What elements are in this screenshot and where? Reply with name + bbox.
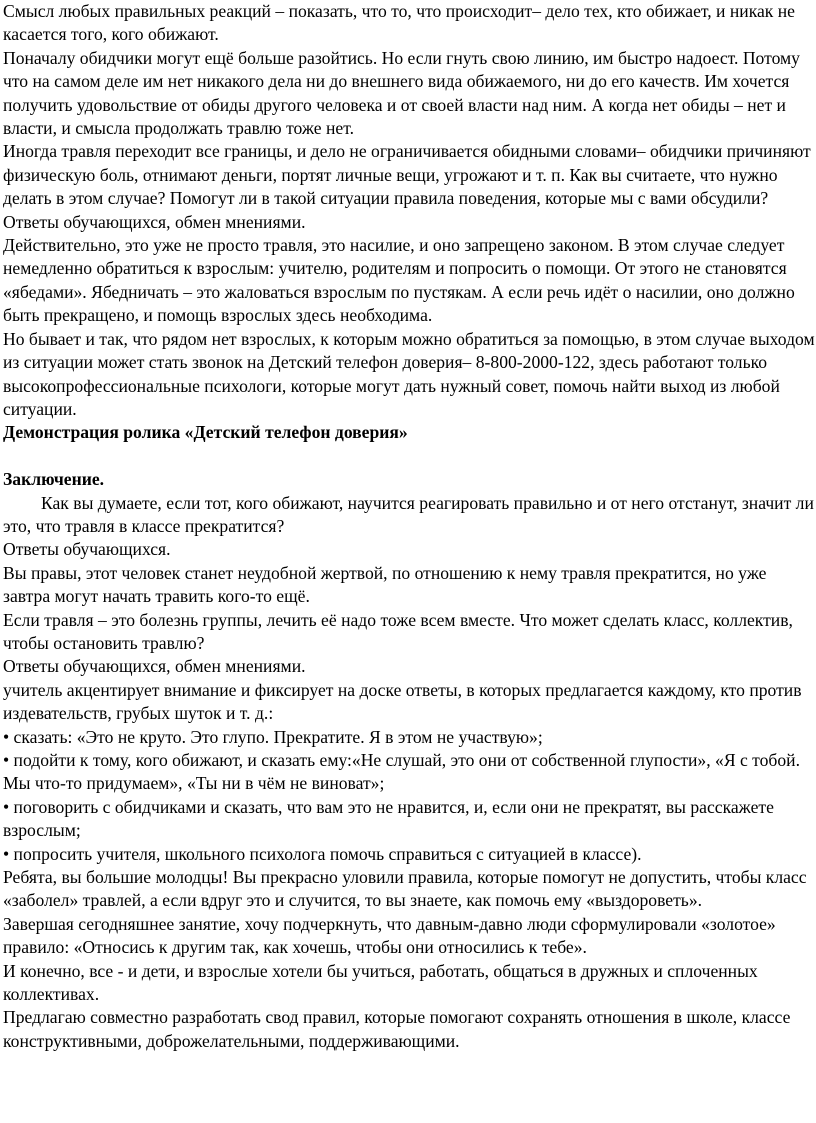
paragraph-violence-question: Иногда травля переходит все границы, и дело не ограничивается обидными словами– обидчики причиняют физическую боль, отнимают деньги, портят личные вещи, угрожают и т. п. Как вы считаете, что нужно делать в этом случае? Помогут ли в такой ситуации правила поведения, которые мы с вами обсудили?: [3, 141, 811, 209]
list-item: • поговорить с обидчиками и сказать, что вам это не нравится, и, если они не прекратят, вы расскажете взрослым;: [3, 796, 774, 841]
list-item: • сказать: «Это не круто. Это глупо. Прекратите. Я в этом не участвую»;: [3, 726, 543, 747]
paragraph-student-answers: Ответы обучающихся, обмен мнениями.: [3, 211, 306, 232]
paragraph-rules-proposal: Предлагаю совместно разработать свод правил, которые помогают сохранять отношения в школе, классе конструктивными, доброжелательными, поддерживающими.: [3, 1007, 791, 1051]
blank-line: [3, 445, 816, 468]
paragraph-helpline: Но бывает и так, что рядом нет взрослых, к которым можно обратиться за помощью, в этом случае выходом из ситуации может стать звонок на Детский телефон доверия– 8-800-2000-122, здесь работают только высокопрофессиональные психологи, которые могут дать нужный совет, помочь найти выход из любой ситуации.: [3, 328, 815, 419]
paragraph-reaction-meaning: Смысл любых правильных реакций – показать, что то, что происходит– дело тех, кто обижает, и никак не касается того, кого обижают.: [3, 1, 795, 45]
paragraph-friendly-teams: И конечно, все - и дети, и взрослые хотели бы учиться, работать, общаться в дружных и сплоченных коллективах.: [3, 960, 758, 1005]
paragraph-student-answers-2: Ответы обучающихся.: [3, 539, 171, 560]
paragraph-conclusion-question: Как вы думаете, если тот, кого обижают, научится реагировать правильно и от него отстанут, значит ли это, что травля в классе прекратится?: [3, 492, 814, 536]
paragraph-praise: Ребята, вы большие молодцы! Вы прекрасно уловили правила, которые помогут не допустить, чтобы класс «заболел» травлей, а если вдруг это и случится, то вы знаете, как помочь ему «выздороветь».: [3, 867, 807, 911]
paragraph-you-are-right: Вы правы, этот человек станет неудобной жертвой, по отношению к нему травля прекратится, но уже завтра могут начать травить кого-то ещё.: [3, 562, 767, 607]
paragraph-student-answers-3: Ответы обучающихся, обмен мнениями.: [3, 656, 306, 677]
heading-conclusion: Заключение.: [3, 469, 105, 490]
list-item: • подойти к тому, кого обижают, и сказать ему:«Не слушай, это они от собственной глупости», «Я с тобой. Мы что-то придумаем», «Ты ни в чём не виноват»;: [3, 749, 800, 794]
paragraph-violence-law: Действительно, это уже не просто травля, это насилие, и оно запрещено законом. В этом случае следует немедленно обратиться к взрослым: учителю, родителям и попросить о помощи. От этого не становятся «ябедами». Ябедничать – это жаловаться взрослым по пустякам. А если речь идёт о насилии, оно должно быть прекращено, и помощь взрослых здесь необходима.: [3, 235, 795, 326]
paragraph-bullies-bored: Поначалу обидчики могут ещё больше разойтись. Но если гнуть свою линию, им быстро надоест. Потому что на самом деле им нет никакого дела ни до внешнего вида обижаемого, ни до его качеств. Им хочется получить удовольствие от обиды другого человека и от своей власти над ним. А когда нет обиды – нет и власти, и смысла продолжать травлю тоже нет.: [3, 47, 800, 139]
heading-video-demo: Демонстрация ролика «Детский телефон доверия»: [3, 422, 408, 443]
paragraph-golden-rule: Завершая сегодняшнее занятие, хочу подчеркнуть, что давным-давно люди сформулировали «золотое» правило: «Относись к другим так, как хочешь, чтобы они относились к тебе».: [3, 913, 776, 958]
list-item: • попросить учителя, школьного психолога помочь справиться с ситуацией в классе).: [3, 843, 642, 864]
paragraph-teacher-notes: учитель акцентирует внимание и фиксирует на доске ответы, в которых предлагается каждому, кто против издевательств, грубых шуток и т. д.:: [3, 679, 802, 724]
paragraph-group-disease: Если травля – это болезнь группы, лечить её надо тоже всем вместе. Что может сделать класс, коллектив, чтобы остановить травлю?: [3, 609, 793, 653]
